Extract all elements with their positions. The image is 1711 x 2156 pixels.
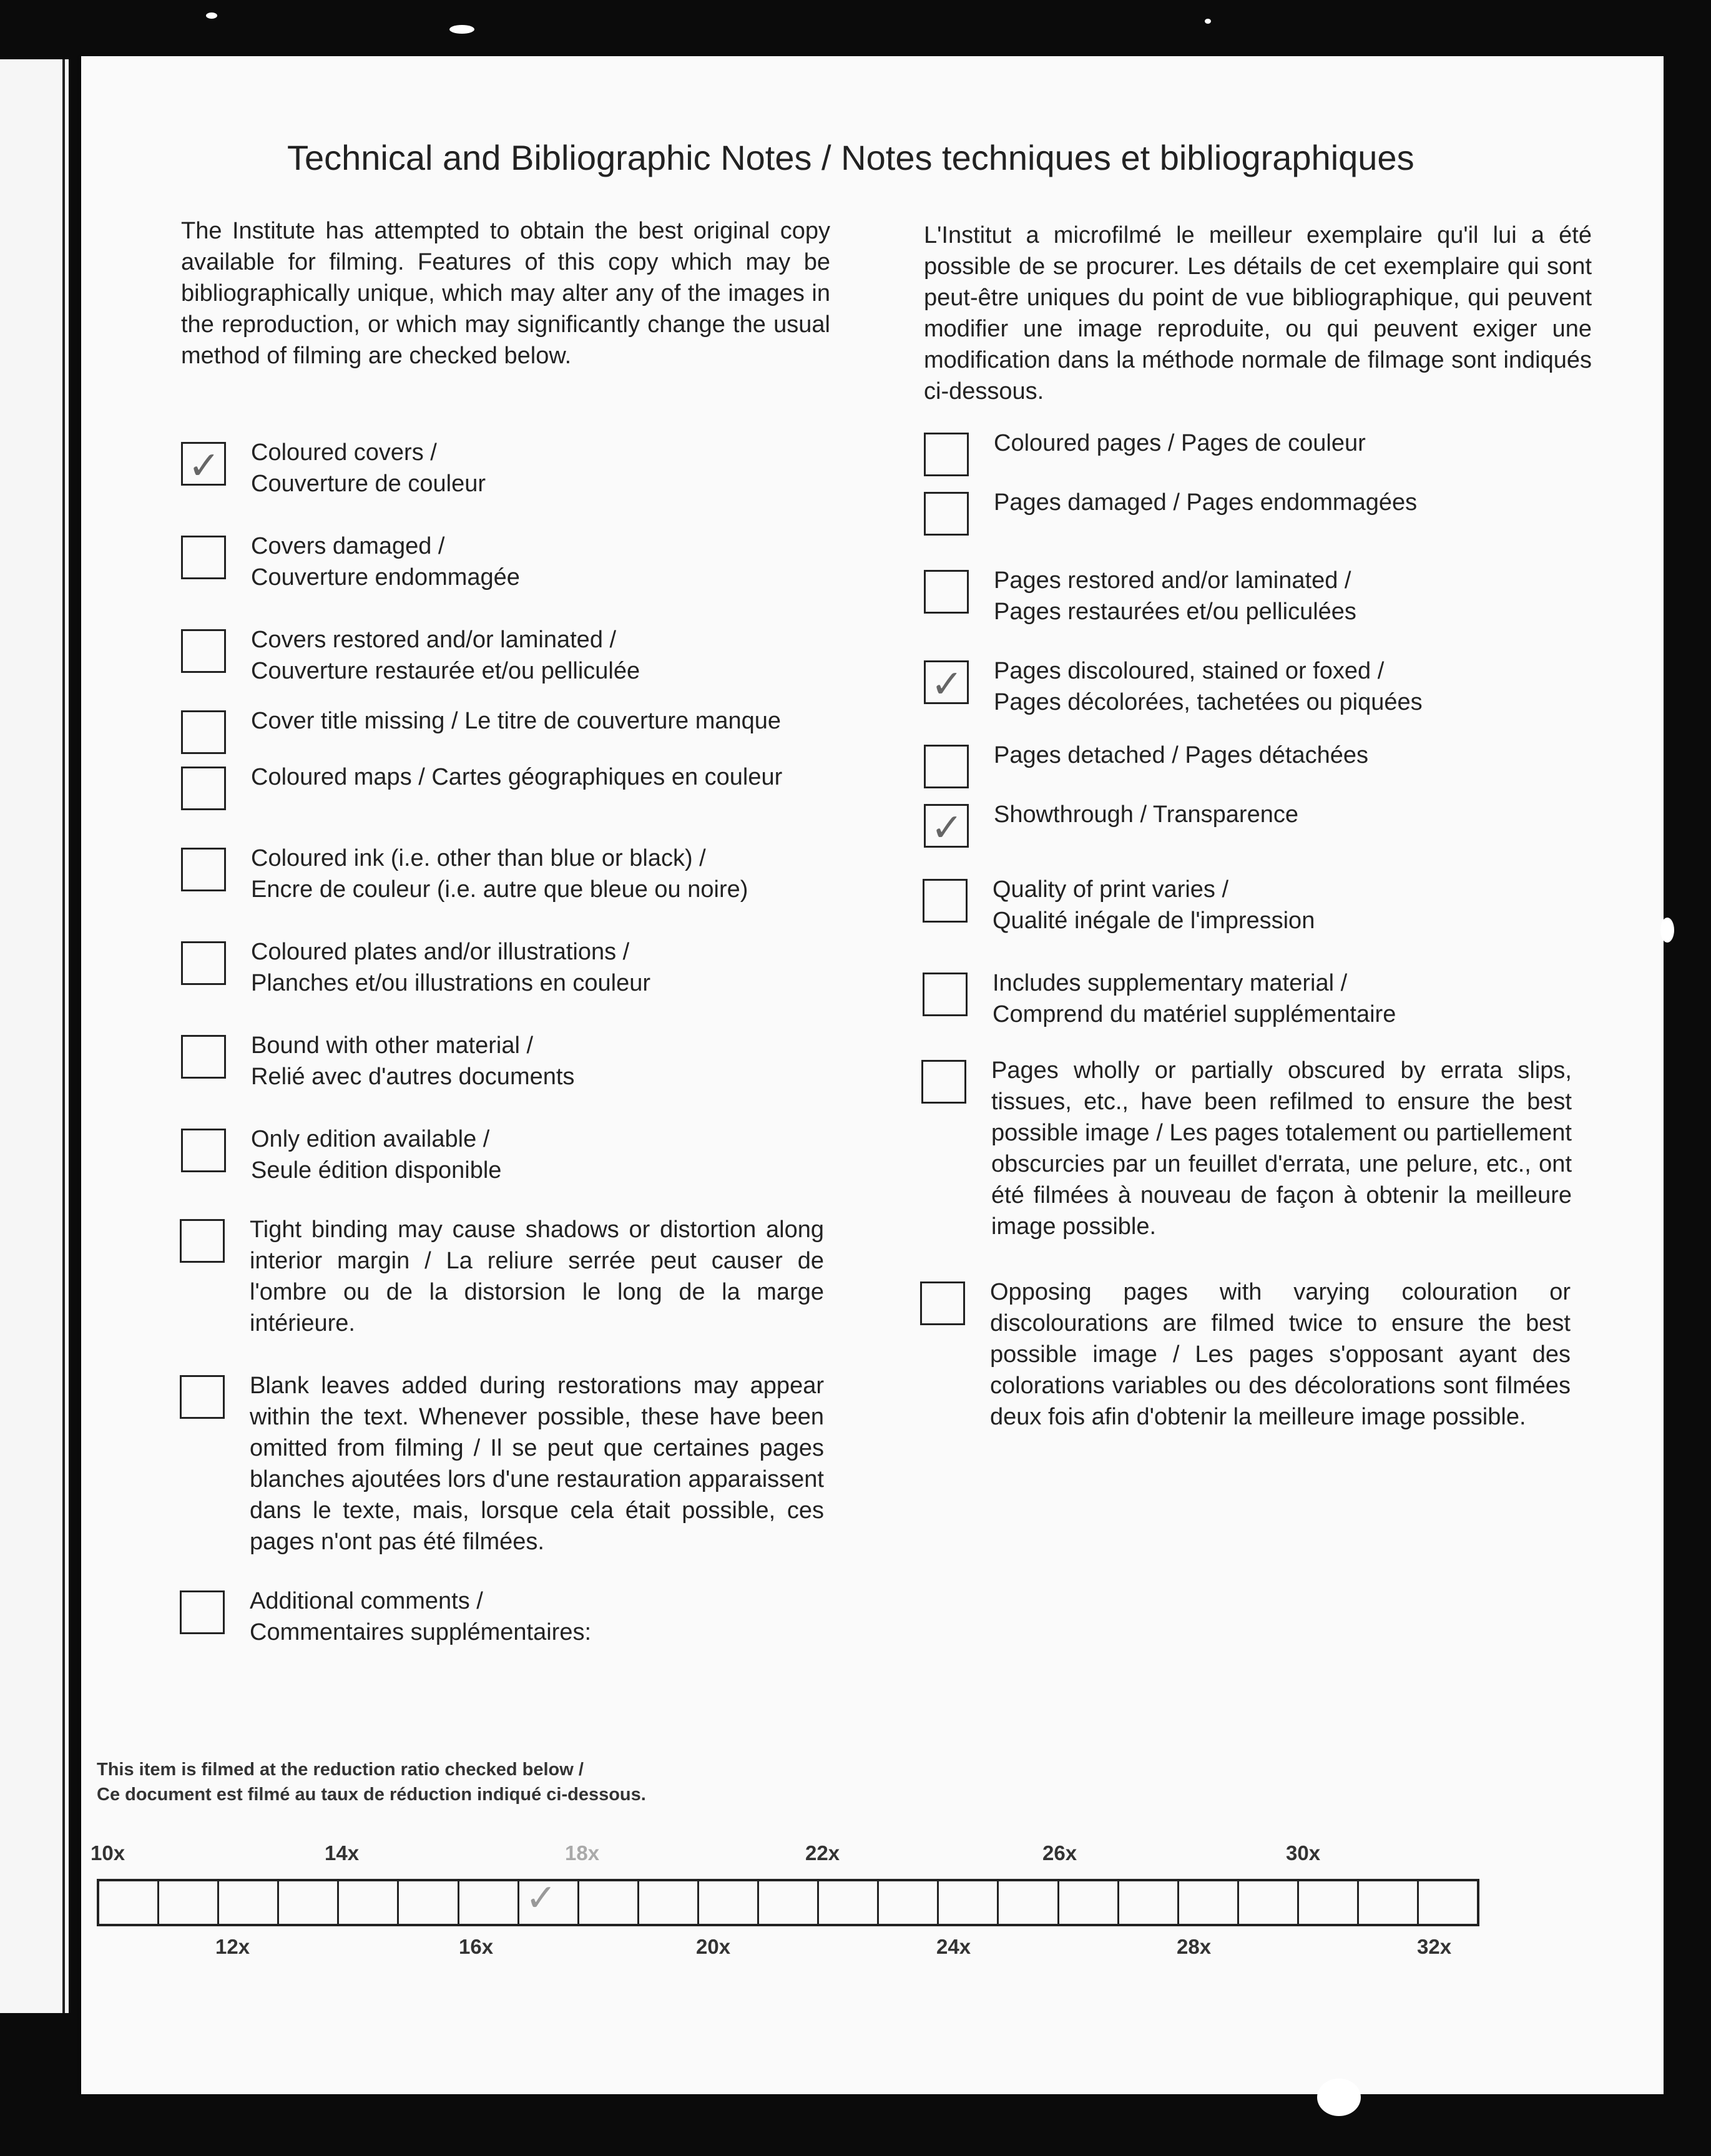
reduction-cell[interactable] bbox=[879, 1881, 939, 1924]
label-line: Covers restored and/or laminated / bbox=[251, 627, 617, 653]
check-item-label bbox=[251, 1030, 574, 1092]
label-line: Pages décolorées, tachetées ou piquées bbox=[994, 689, 1423, 715]
label-line: Quality of print varies / bbox=[993, 876, 1229, 903]
checkbox[interactable] bbox=[180, 1219, 225, 1263]
check-item-label bbox=[994, 655, 1423, 718]
check-item-label bbox=[251, 624, 640, 687]
check-mark-icon: ✓ bbox=[188, 443, 220, 488]
label-line: Pages discoloured, stained or foxed / bbox=[994, 658, 1385, 684]
reduction-cell[interactable] bbox=[639, 1881, 699, 1924]
label-line: Commentaires supplémentaires: bbox=[250, 1619, 592, 1645]
dust-speck bbox=[1660, 918, 1674, 943]
adjacent-page-edge bbox=[0, 59, 69, 2013]
label-line: Covers damaged / bbox=[251, 533, 445, 559]
reduction-cell[interactable] bbox=[1119, 1881, 1179, 1924]
label-line: Couverture restaurée et/ou pelliculée bbox=[251, 658, 640, 684]
label-line: Coloured pages / Pages de couleur bbox=[994, 430, 1366, 456]
reduction-cell[interactable] bbox=[99, 1881, 159, 1924]
check-item-label bbox=[251, 936, 650, 999]
checkbox[interactable] bbox=[924, 745, 969, 788]
check-item-label bbox=[993, 968, 1396, 1030]
dust-speck bbox=[206, 12, 217, 19]
tick-label-top: 14x bbox=[325, 1841, 360, 1864]
label-line: Cover title missing / Le titre de couverture manque bbox=[251, 708, 782, 734]
tick-label-top: 10x bbox=[91, 1841, 125, 1864]
tick-label-top: 30x bbox=[1286, 1841, 1321, 1864]
checkbox[interactable] bbox=[181, 710, 226, 754]
reduction-cell[interactable] bbox=[1239, 1881, 1299, 1924]
check-item-label bbox=[991, 1055, 1572, 1242]
check-item-label bbox=[251, 531, 520, 593]
check-item-label bbox=[251, 705, 781, 737]
tick-label-bottom: 32x bbox=[1417, 1935, 1452, 1958]
reduction-cell[interactable] bbox=[1059, 1881, 1119, 1924]
reduction-cell[interactable] bbox=[279, 1881, 339, 1924]
checkbox[interactable] bbox=[180, 1375, 225, 1419]
tick-label-bottom: 24x bbox=[936, 1935, 971, 1958]
check-item-label bbox=[250, 1585, 591, 1648]
label-line: Qualité inégale de l'impression bbox=[993, 908, 1315, 934]
check-item-label bbox=[990, 1276, 1571, 1433]
label-line: Pages restored and/or laminated / bbox=[994, 567, 1351, 594]
reduction-ratio-line-english: This item is filmed at the reduction ratio checked below / bbox=[97, 1760, 584, 1780]
label-paragraph: Blank leaves added during restorations may appear within the text. Whenever possible, these have been omitted from filming / Il se peut que certaines pages blanches ajoutées lors d'une restauration apparaissent dans le texte, mais, lorsque cela était possible, ces pages n'ont pas été filmées. bbox=[250, 1373, 824, 1555]
checkbox[interactable] bbox=[181, 442, 226, 486]
check-item-label bbox=[250, 1370, 824, 1557]
checkbox[interactable] bbox=[181, 941, 226, 985]
checkbox[interactable] bbox=[924, 660, 969, 707]
tick-label-bottom: 28x bbox=[1177, 1935, 1212, 1958]
checkbox[interactable] bbox=[181, 1035, 226, 1079]
dust-speck bbox=[1205, 19, 1211, 24]
label-paragraph: Tight binding may cause shadows or distortion along interior margin / La reliure serrée peut causer de l'ombre ou de la distorsion le long de la marge intérieure. bbox=[250, 1217, 824, 1336]
checkbox[interactable] bbox=[920, 1281, 965, 1325]
tick-label-bottom: 16x bbox=[459, 1935, 494, 1958]
check-item-label bbox=[994, 428, 1366, 459]
label-line: Pages damaged / Pages endommagées bbox=[994, 489, 1418, 516]
label-line: Seule édition disponible bbox=[251, 1157, 502, 1183]
tick-label-top: 26x bbox=[1042, 1841, 1077, 1864]
tick-label-top: 22x bbox=[805, 1841, 840, 1864]
dust-speck bbox=[449, 25, 474, 34]
label-line: Pages detached / Pages détachées bbox=[994, 742, 1369, 768]
label-paragraph: Pages wholly or partially obscured by errata slips, tissues, etc., have been refilmed to ensure the best possible image / Les pages totalement ou partiellement obscurcies par un feuillet d'errata, une pelure, etc., ont été filmées à nouveau de façon à obtenir la meilleure image possible. bbox=[991, 1057, 1572, 1240]
check-item-label bbox=[994, 565, 1356, 627]
reduction-cell[interactable] bbox=[339, 1881, 399, 1924]
label-line: Encre de couleur (i.e. autre que bleue ou noire) bbox=[251, 876, 748, 903]
check-mark-icon: ✓ bbox=[931, 805, 963, 850]
reduction-ratio-line-french: Ce document est filmé au taux de réduction indiqué ci-dessous. bbox=[97, 1785, 646, 1805]
check-item-label bbox=[250, 1214, 824, 1339]
reduction-cell[interactable] bbox=[1419, 1881, 1477, 1924]
label-line: Bound with other material / bbox=[251, 1032, 534, 1059]
label-line: Only edition available / bbox=[251, 1126, 490, 1152]
label-line: Relié avec d'autres documents bbox=[251, 1064, 575, 1090]
checkbox[interactable] bbox=[923, 879, 968, 923]
checkbox[interactable] bbox=[181, 536, 226, 579]
checkbox[interactable] bbox=[181, 848, 226, 891]
label-line: Includes supplementary material / bbox=[993, 970, 1348, 996]
reduction-cell[interactable] bbox=[519, 1876, 579, 1924]
tick-label-top: 18x bbox=[565, 1841, 600, 1864]
label-line: Coloured ink (i.e. other than blue or black) / bbox=[251, 845, 706, 871]
check-mark-icon: ✓ bbox=[931, 661, 963, 707]
check-item-label bbox=[251, 843, 748, 905]
checkbox[interactable] bbox=[924, 433, 969, 476]
label-line: Pages restaurées et/ou pelliculées bbox=[994, 599, 1356, 625]
reduction-scale bbox=[97, 1876, 1479, 1926]
checkbox[interactable] bbox=[181, 629, 226, 673]
label-line: Comprend du matériel supplémentaire bbox=[993, 1001, 1396, 1027]
check-item-label bbox=[993, 874, 1315, 936]
intro-english: The Institute has attempted to obtain the best original copy available for filming. Features of this copy which may be bibliographically unique, which may alter any of the images in the reproduction, or which may significantly change the usual method of filming are checked below. bbox=[181, 218, 830, 369]
checkbox[interactable] bbox=[181, 1129, 226, 1172]
label-line: Couverture de couleur bbox=[251, 471, 486, 497]
reduction-cell[interactable] bbox=[399, 1881, 459, 1924]
reduction-cell[interactable] bbox=[219, 1881, 279, 1924]
label-line: Planches et/ou illustrations en couleur bbox=[251, 970, 651, 996]
check-item-label bbox=[994, 740, 1368, 771]
check-item-label bbox=[994, 487, 1417, 518]
checkbox[interactable] bbox=[924, 804, 969, 848]
check-item-label bbox=[994, 799, 1298, 830]
reduction-cell[interactable] bbox=[759, 1881, 819, 1924]
tick-label-bottom: 20x bbox=[696, 1935, 731, 1958]
reduction-cell[interactable] bbox=[1179, 1881, 1239, 1924]
reduction-cell[interactable] bbox=[939, 1881, 999, 1924]
dust-speck bbox=[1317, 2079, 1361, 2116]
label-line: Showthrough / Transparence bbox=[994, 801, 1298, 828]
check-item-label bbox=[251, 437, 486, 499]
page-title: Technical and Bibliographic Notes / Notes techniques et bibliographiques bbox=[287, 138, 1414, 177]
checkbox[interactable] bbox=[924, 570, 969, 614]
reduction-cell[interactable] bbox=[819, 1881, 879, 1924]
checkbox[interactable] bbox=[921, 1060, 966, 1104]
reduction-ratio-note bbox=[97, 1757, 646, 1807]
check-mark-icon: ✓ bbox=[525, 1876, 557, 1920]
page-edge-line bbox=[62, 59, 65, 2013]
reduction-cell[interactable] bbox=[1359, 1881, 1419, 1924]
checkbox[interactable] bbox=[181, 767, 226, 810]
label-line: Couverture endommagée bbox=[251, 564, 520, 590]
check-item-label bbox=[251, 762, 782, 793]
checkbox[interactable] bbox=[923, 973, 968, 1016]
intro-french: L'Institut a microfilmé le meilleur exemplaire qu'il lui a été possible de se procurer. Les détails de cet exemplaire qui sont peut-être uniques du point de vue bibliographique, qui peuvent modifier une image reproduite, ou qui peuvent exiger une modification dans la méthode normale de filmage sont indiqués ci-dessous. bbox=[924, 222, 1592, 404]
check-item-label bbox=[251, 1124, 501, 1186]
tick-label-bottom: 12x bbox=[215, 1935, 250, 1958]
checkbox[interactable] bbox=[924, 492, 969, 536]
label-line: Coloured covers / bbox=[251, 439, 437, 466]
checkbox[interactable] bbox=[180, 1590, 225, 1634]
reduction-cell[interactable] bbox=[1299, 1881, 1359, 1924]
reduction-cell[interactable] bbox=[579, 1881, 639, 1924]
label-paragraph: Opposing pages with varying colouration or discolourations are filmed twice to ensure the best possible image / Les pages s'opposant ayant des colorations variables ou des décolorations sont filmées deux fois afin d'obtenir la meilleure image possible. bbox=[990, 1279, 1571, 1430]
reduction-cell[interactable] bbox=[159, 1881, 219, 1924]
label-line: Coloured plates and/or illustrations / bbox=[251, 939, 630, 965]
label-line: Coloured maps / Cartes géographiques en couleur bbox=[251, 764, 783, 790]
reduction-cell[interactable] bbox=[999, 1881, 1059, 1924]
reduction-cell[interactable] bbox=[459, 1881, 519, 1924]
reduction-cell[interactable] bbox=[699, 1881, 759, 1924]
label-line: Additional comments / bbox=[250, 1588, 483, 1614]
